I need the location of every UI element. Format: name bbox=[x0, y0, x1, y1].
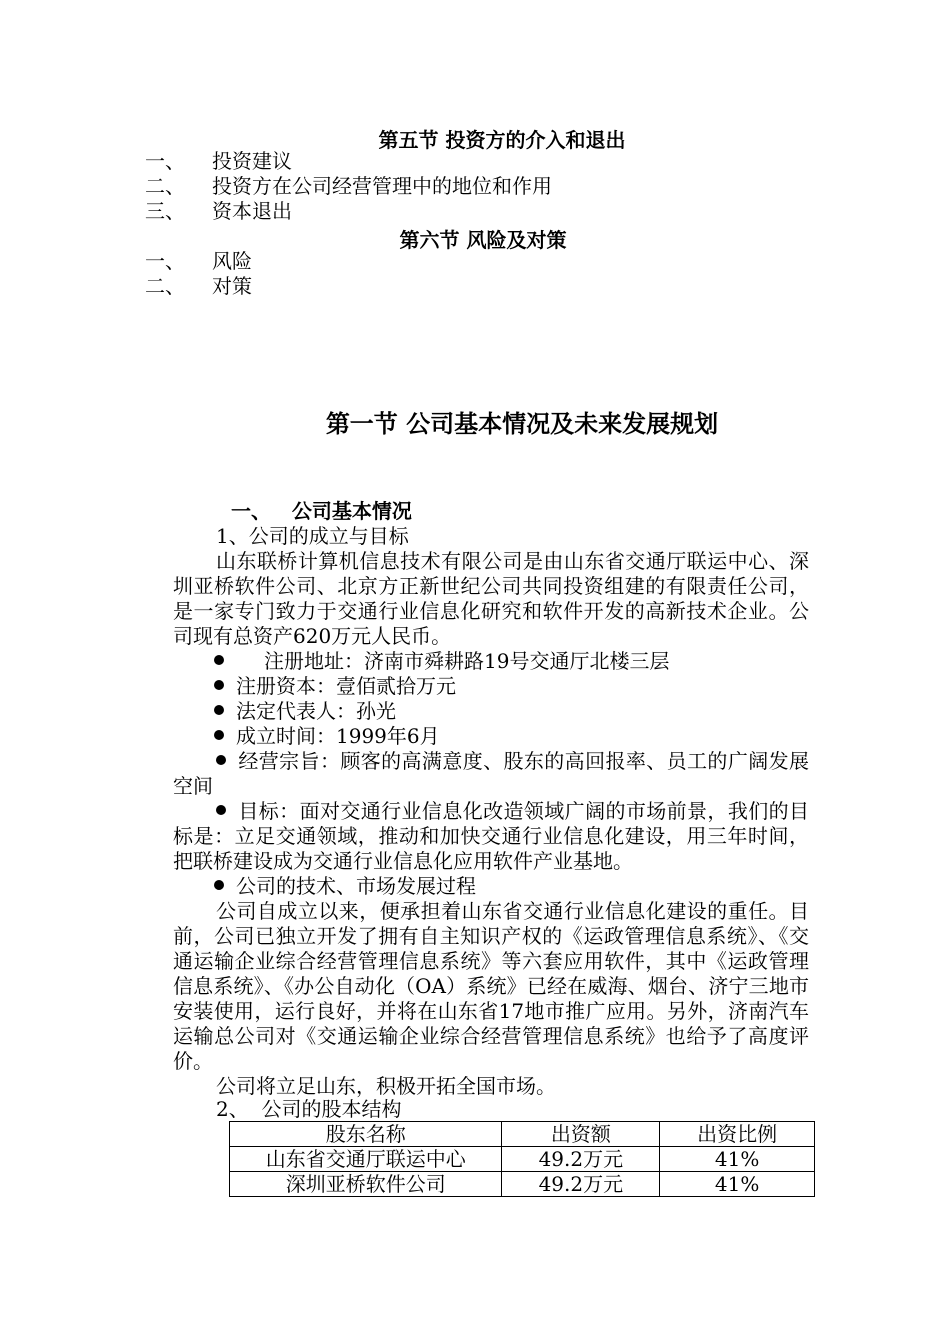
bullet-capital bbox=[214, 674, 456, 699]
table-header-row bbox=[230, 1122, 815, 1147]
bullet-dot-icon bbox=[214, 880, 224, 890]
bullet-text: 经营宗旨：顾客的高满意度、股东的高回报率、员工的广阔发展空间 bbox=[173, 749, 809, 798]
outline-item: 资本退出 bbox=[212, 199, 292, 223]
outline-num: 二、 bbox=[145, 174, 185, 198]
bullet-dot-icon bbox=[216, 755, 226, 765]
bullet-dot-icon bbox=[214, 680, 224, 690]
bullet-text: 公司的技术、市场发展过程 bbox=[236, 874, 476, 898]
bullet-goal bbox=[173, 799, 809, 874]
table-cell: 49.2万元 bbox=[502, 1172, 660, 1197]
subheading-share-structure: 2、 公司的股本结构 bbox=[216, 1097, 402, 1121]
bullet-representative bbox=[214, 699, 396, 724]
bullet-text: 目标：面对交通行业信息化改造领域广阔的市场前景，我们的目标是：立足交通领域，推动和加快交通行业信息化建设，用三年时间，把联桥建设成为交通行业信息化应用软件产业基地。 bbox=[173, 799, 809, 873]
bullet-founded bbox=[214, 724, 440, 749]
table-header-cell: 出资额 bbox=[502, 1122, 660, 1147]
table-cell: 深圳亚桥软件公司 bbox=[230, 1172, 502, 1197]
table-row bbox=[230, 1172, 815, 1197]
table-cell: 41% bbox=[660, 1147, 815, 1172]
bullet-text: 注册资本：壹佰贰拾万元 bbox=[236, 674, 456, 698]
bullet-mission bbox=[173, 749, 809, 799]
bullet-dot-icon bbox=[214, 705, 224, 715]
outline-num: 一、 bbox=[145, 149, 185, 173]
outline-num: 一、 bbox=[145, 249, 185, 273]
section5-title: 第五节 投资方的介入和退出 bbox=[378, 128, 626, 152]
bullet-address bbox=[214, 649, 669, 674]
bullet-dot-icon bbox=[214, 730, 224, 740]
table-cell: 41% bbox=[660, 1172, 815, 1197]
bullet-dot-icon bbox=[216, 805, 226, 815]
heading-company-basic: 一、 公司基本情况 bbox=[231, 499, 412, 523]
bullet-text: 法定代表人：孙光 bbox=[236, 699, 396, 723]
section1-title: 第一节 公司基本情况及未来发展规划 bbox=[325, 409, 719, 438]
table-cell: 山东省交通厅联运中心 bbox=[230, 1147, 502, 1172]
share-structure-table bbox=[229, 1121, 815, 1197]
intro-paragraph: 山东联桥计算机信息技术有限公司是由山东省交通厅联运中心、深圳亚桥软件公司、北京方正新世纪公司共同投资组建的有限责任公司，是一家专门致力于交通行业信息化研究和软件开发的高新技术企业。公司现有总资产620万元人民币。 bbox=[173, 549, 809, 648]
table-row bbox=[230, 1147, 815, 1172]
bullet-dot-icon bbox=[214, 655, 224, 665]
outline-item: 风险 bbox=[212, 249, 252, 273]
subheading-founding: 1、公司的成立与目标 bbox=[216, 524, 409, 548]
national-market-line: 公司将立足山东，积极开拓全国市场。 bbox=[216, 1074, 556, 1098]
table-cell: 49.2万元 bbox=[502, 1147, 660, 1172]
section6-title: 第六节 风险及对策 bbox=[399, 228, 567, 252]
bullet-text: 注册地址：济南市舜耕路19号交通厅北楼三层 bbox=[264, 649, 670, 673]
outline-item: 投资建议 bbox=[212, 149, 292, 173]
bullet-history bbox=[214, 874, 476, 899]
history-paragraph: 公司自成立以来，便承担着山东省交通行业信息化建设的重任。目前，公司已独立开发了拥有自主知识产权的《运政管理信息系统》、《交通运输企业综合经营管理信息系统》等六套应用软件，其中《运政管理信息系统》、《办公自动化（OA）系统》已经在威海、烟台、济宁三地市安装使用，运行良好，并将在山东省17地市推广应用。另外，济南汽车运输总公司对《交通运输企业综合经营管理信息系统》也给予了高度评价。 bbox=[173, 899, 809, 1073]
outline-item: 投资方在公司经营管理中的地位和作用 bbox=[212, 174, 552, 198]
outline-item: 对策 bbox=[212, 274, 252, 298]
outline-num: 二、 bbox=[145, 274, 185, 298]
outline-num: 三、 bbox=[145, 199, 185, 223]
bullet-text: 成立时间：1999年6月 bbox=[236, 724, 440, 748]
table-header-cell: 出资比例 bbox=[660, 1122, 815, 1147]
table-header-cell: 股东名称 bbox=[230, 1122, 502, 1147]
